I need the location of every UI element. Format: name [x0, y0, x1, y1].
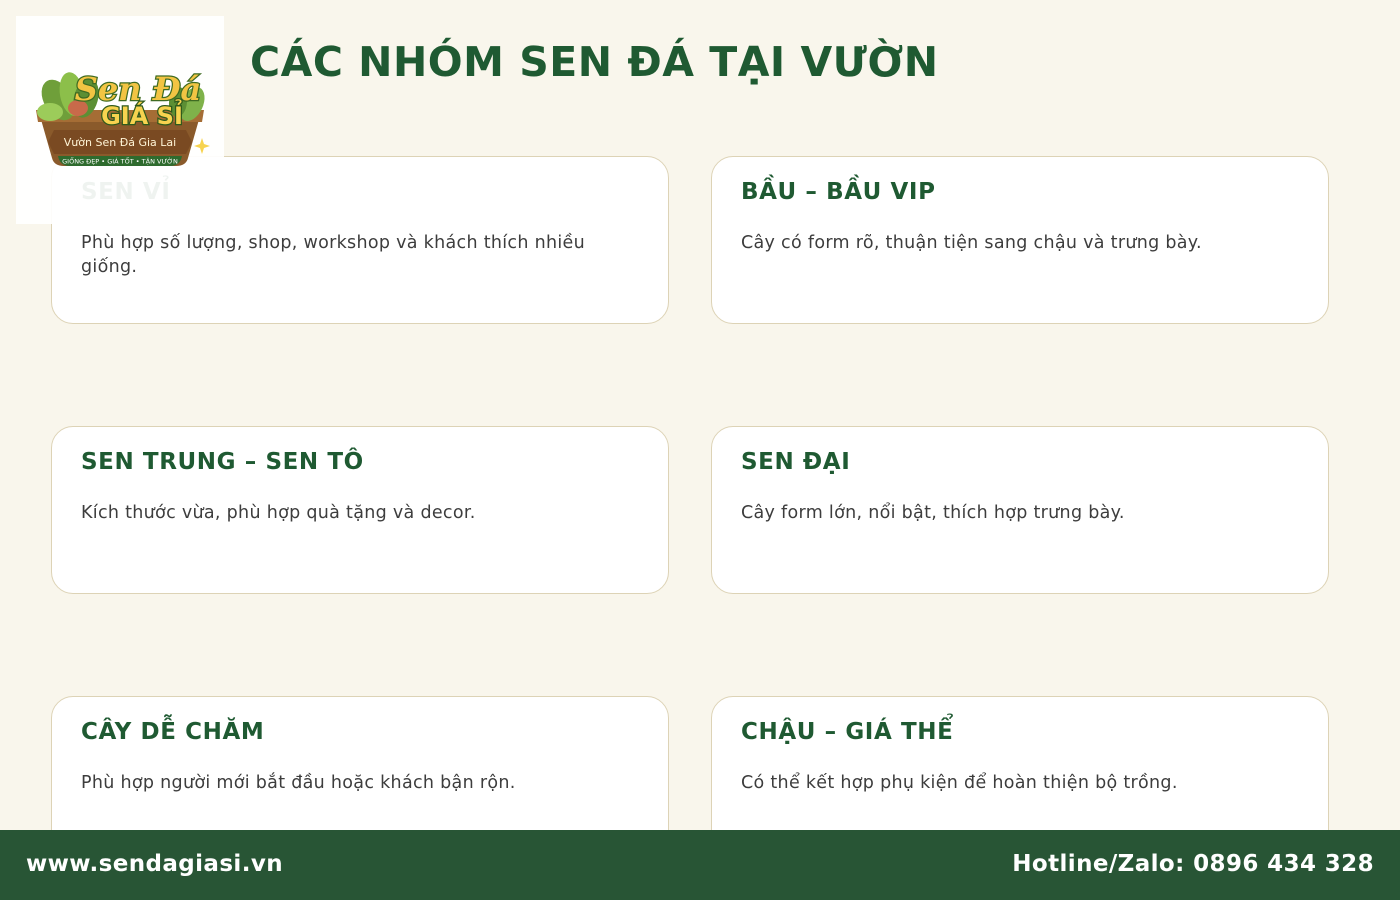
brand-logo[interactable]	[16, 16, 224, 224]
card-title: SEN TRUNG – SEN TÔ	[81, 449, 364, 475]
card-title: BẦU – BẦU VIP	[741, 179, 936, 205]
card-title: CHẬU – GIÁ THỂ	[741, 719, 954, 745]
svg-text:GIỐNG ĐẸP • GIÁ TỐT • TẬN VƯỜN: GIỐNG ĐẸP • GIÁ TỐT • TẬN VƯỜN	[62, 157, 178, 166]
succulent-pot-logo-icon	[16, 16, 224, 224]
svg-text:Sen Đá: Sen Đá	[74, 70, 202, 108]
website-link[interactable]: www.sendagiasi.vn	[26, 851, 284, 877]
card-title: SEN ĐẠI	[741, 449, 851, 475]
card-description: Phù hợp số lượng, shop, workshop và khách thích nhiều giống.	[81, 233, 585, 277]
svg-text:GIÁ SỈ: GIÁ SỈ	[101, 102, 183, 130]
page-title: CÁC NHÓM SEN ĐÁ TẠI VƯỜN	[250, 38, 939, 86]
card-sen-dai[interactable]	[711, 426, 1329, 594]
card-sen-trung-sen-to[interactable]	[51, 426, 669, 594]
card-description: Cây form lớn, nổi bật, thích hợp trưng bày.	[741, 503, 1125, 523]
svg-text:Vườn Sen Đá Gia Lai: Vườn Sen Đá Gia Lai	[63, 136, 177, 149]
card-title: CÂY DỄ CHĂM	[81, 719, 265, 745]
card-bau-vip[interactable]	[711, 156, 1329, 324]
card-description: Cây có form rõ, thuận tiện sang chậu và trưng bày.	[741, 233, 1202, 253]
card-description: Có thể kết hợp phụ kiện để hoàn thiện bộ trồng.	[741, 773, 1178, 793]
footer-bar	[0, 830, 1400, 900]
hotline-contact[interactable]: Hotline/Zalo: 0896 434 328	[1012, 851, 1374, 877]
card-description: Kích thước vừa, phù hợp quà tặng và decor.	[81, 503, 476, 523]
card-description: Phù hợp người mới bắt đầu hoặc khách bận rộn.	[81, 773, 516, 793]
